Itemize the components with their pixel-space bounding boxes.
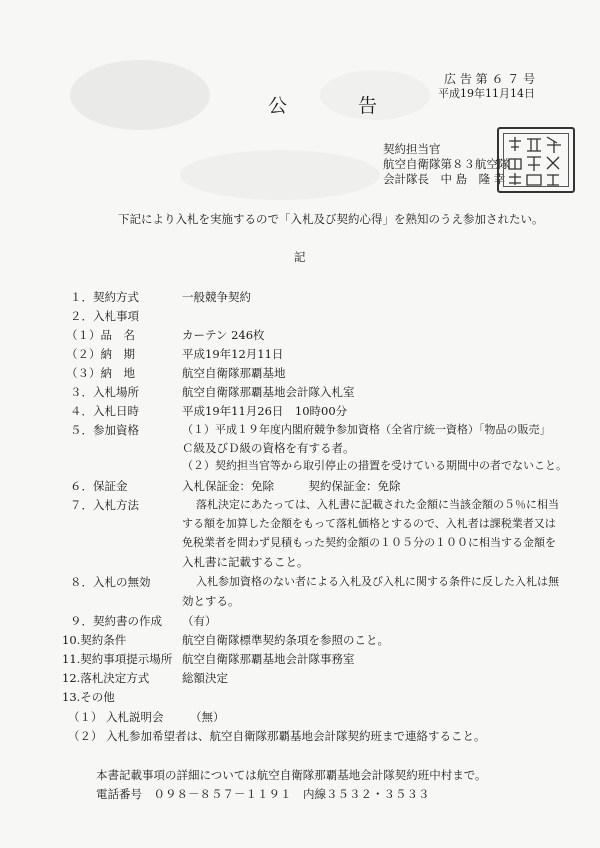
other-num: （１） bbox=[68, 710, 103, 724]
ki-mark: 記 bbox=[294, 250, 306, 264]
item-label: 10.契約条件 bbox=[62, 633, 127, 647]
official-seal bbox=[497, 127, 575, 193]
item-value: （有） bbox=[182, 614, 217, 628]
issuer-line-3: 会計隊長 中 島 隆 幸 bbox=[383, 172, 506, 186]
item-label: １．契約方式 bbox=[70, 290, 139, 304]
item-value: （２）契約担当官等から取引停止の措置を受けている期間中の者でないこと。 bbox=[182, 459, 567, 472]
footer-line-2: 電話番号 ０９８－８５７－１１９１ 内線３５３２・３５３３ bbox=[96, 787, 430, 801]
scan-noise bbox=[70, 60, 210, 130]
item-value: する額を加算した金額をもって落札価格とするので、入札者は課税業者又は bbox=[182, 517, 556, 530]
item-label: ６．保証金 bbox=[70, 479, 128, 493]
item-value: カーテン 246枚 bbox=[182, 328, 265, 342]
item-value: 航空自衛隊那覇基地 bbox=[182, 366, 286, 380]
item-value: 平成19年11月26日 10時00分 bbox=[182, 404, 348, 418]
item-value: 免税業者を問わず見積もった契約金額の１０５分の１００に相当する金額を bbox=[182, 536, 556, 549]
other-value: （無） bbox=[190, 710, 225, 724]
notice-date: 平成19年11月14日 bbox=[438, 87, 535, 100]
item-value: 入札参加資格のない者による入札及び入札に関する条件に反した入札は無 bbox=[196, 575, 559, 588]
item-value: 一般競争契約 bbox=[182, 290, 251, 304]
other-label: 入札参加希望者は、航空自衛隊那覇基地会計隊契約班まで連絡すること。 bbox=[106, 729, 486, 743]
item-label: ８．入札の無効 bbox=[70, 575, 151, 589]
item-label: （２）納 期 bbox=[66, 347, 135, 361]
item-label: ９．契約書の作成 bbox=[70, 614, 162, 628]
item-value: 総額決定 bbox=[182, 671, 228, 685]
scan-noise bbox=[180, 150, 380, 200]
item-value: 入札保証金：免除 契約保証金：免除 bbox=[182, 479, 401, 493]
item-value: Ｃ級及びＤ級の資格を有する者。 bbox=[182, 441, 355, 455]
item-label: （１）品 名 bbox=[66, 328, 135, 342]
item-value: 航空自衛隊那覇基地会計隊入札室 bbox=[182, 385, 355, 399]
item-value: 効とする。 bbox=[182, 594, 240, 608]
issuer-line-2: 航空自衛隊第８３航空隊 bbox=[383, 157, 510, 171]
item-label: （３）納 地 bbox=[66, 366, 135, 380]
intro-text: 下記により入札を実施するので「入札及び契約心得」を熟知のうえ参加されたい。 bbox=[118, 212, 544, 226]
other-label: 入札説明会 bbox=[106, 710, 164, 724]
issuer-line-1: 契約担当官 bbox=[383, 142, 441, 156]
notice-number: 広 告 第 ６ ７ 号 bbox=[444, 72, 536, 86]
item-value: 入札書に記載すること。 bbox=[182, 555, 309, 569]
footer-line-1: 本書記載事項の詳細については航空自衛隊那覇基地会計隊契約班中村まで。 bbox=[96, 768, 487, 782]
item-label: ７．入札方法 bbox=[70, 498, 139, 512]
page-title: 公 告 bbox=[268, 95, 404, 117]
item-label: ５．参加資格 bbox=[70, 423, 139, 437]
item-label: 13.その他 bbox=[62, 690, 115, 704]
item-label: 11.契約事項提示場所 bbox=[62, 652, 173, 666]
item-value: 落札決定にあたっては、入札書に記載された金額に当該金額の５％に相当 bbox=[196, 498, 559, 511]
item-value: 平成19年12月11日 bbox=[182, 347, 284, 361]
item-value: （１）平成１９年度内閣府競争参加資格（全省庁統一資格）「物品の販売」 bbox=[182, 423, 551, 436]
item-label: ４．入札日時 bbox=[70, 404, 139, 418]
item-label: ２．入札事項 bbox=[70, 309, 139, 323]
seal-glyphs bbox=[497, 127, 575, 193]
item-value: 航空自衛隊標準契約条項を参照のこと。 bbox=[182, 633, 389, 647]
item-label: 12.落札決定方式 bbox=[62, 671, 150, 685]
other-num: （２） bbox=[68, 729, 103, 743]
item-label: ３．入札場所 bbox=[70, 385, 139, 399]
item-value: 航空自衛隊那覇基地会計隊事務室 bbox=[182, 652, 355, 666]
